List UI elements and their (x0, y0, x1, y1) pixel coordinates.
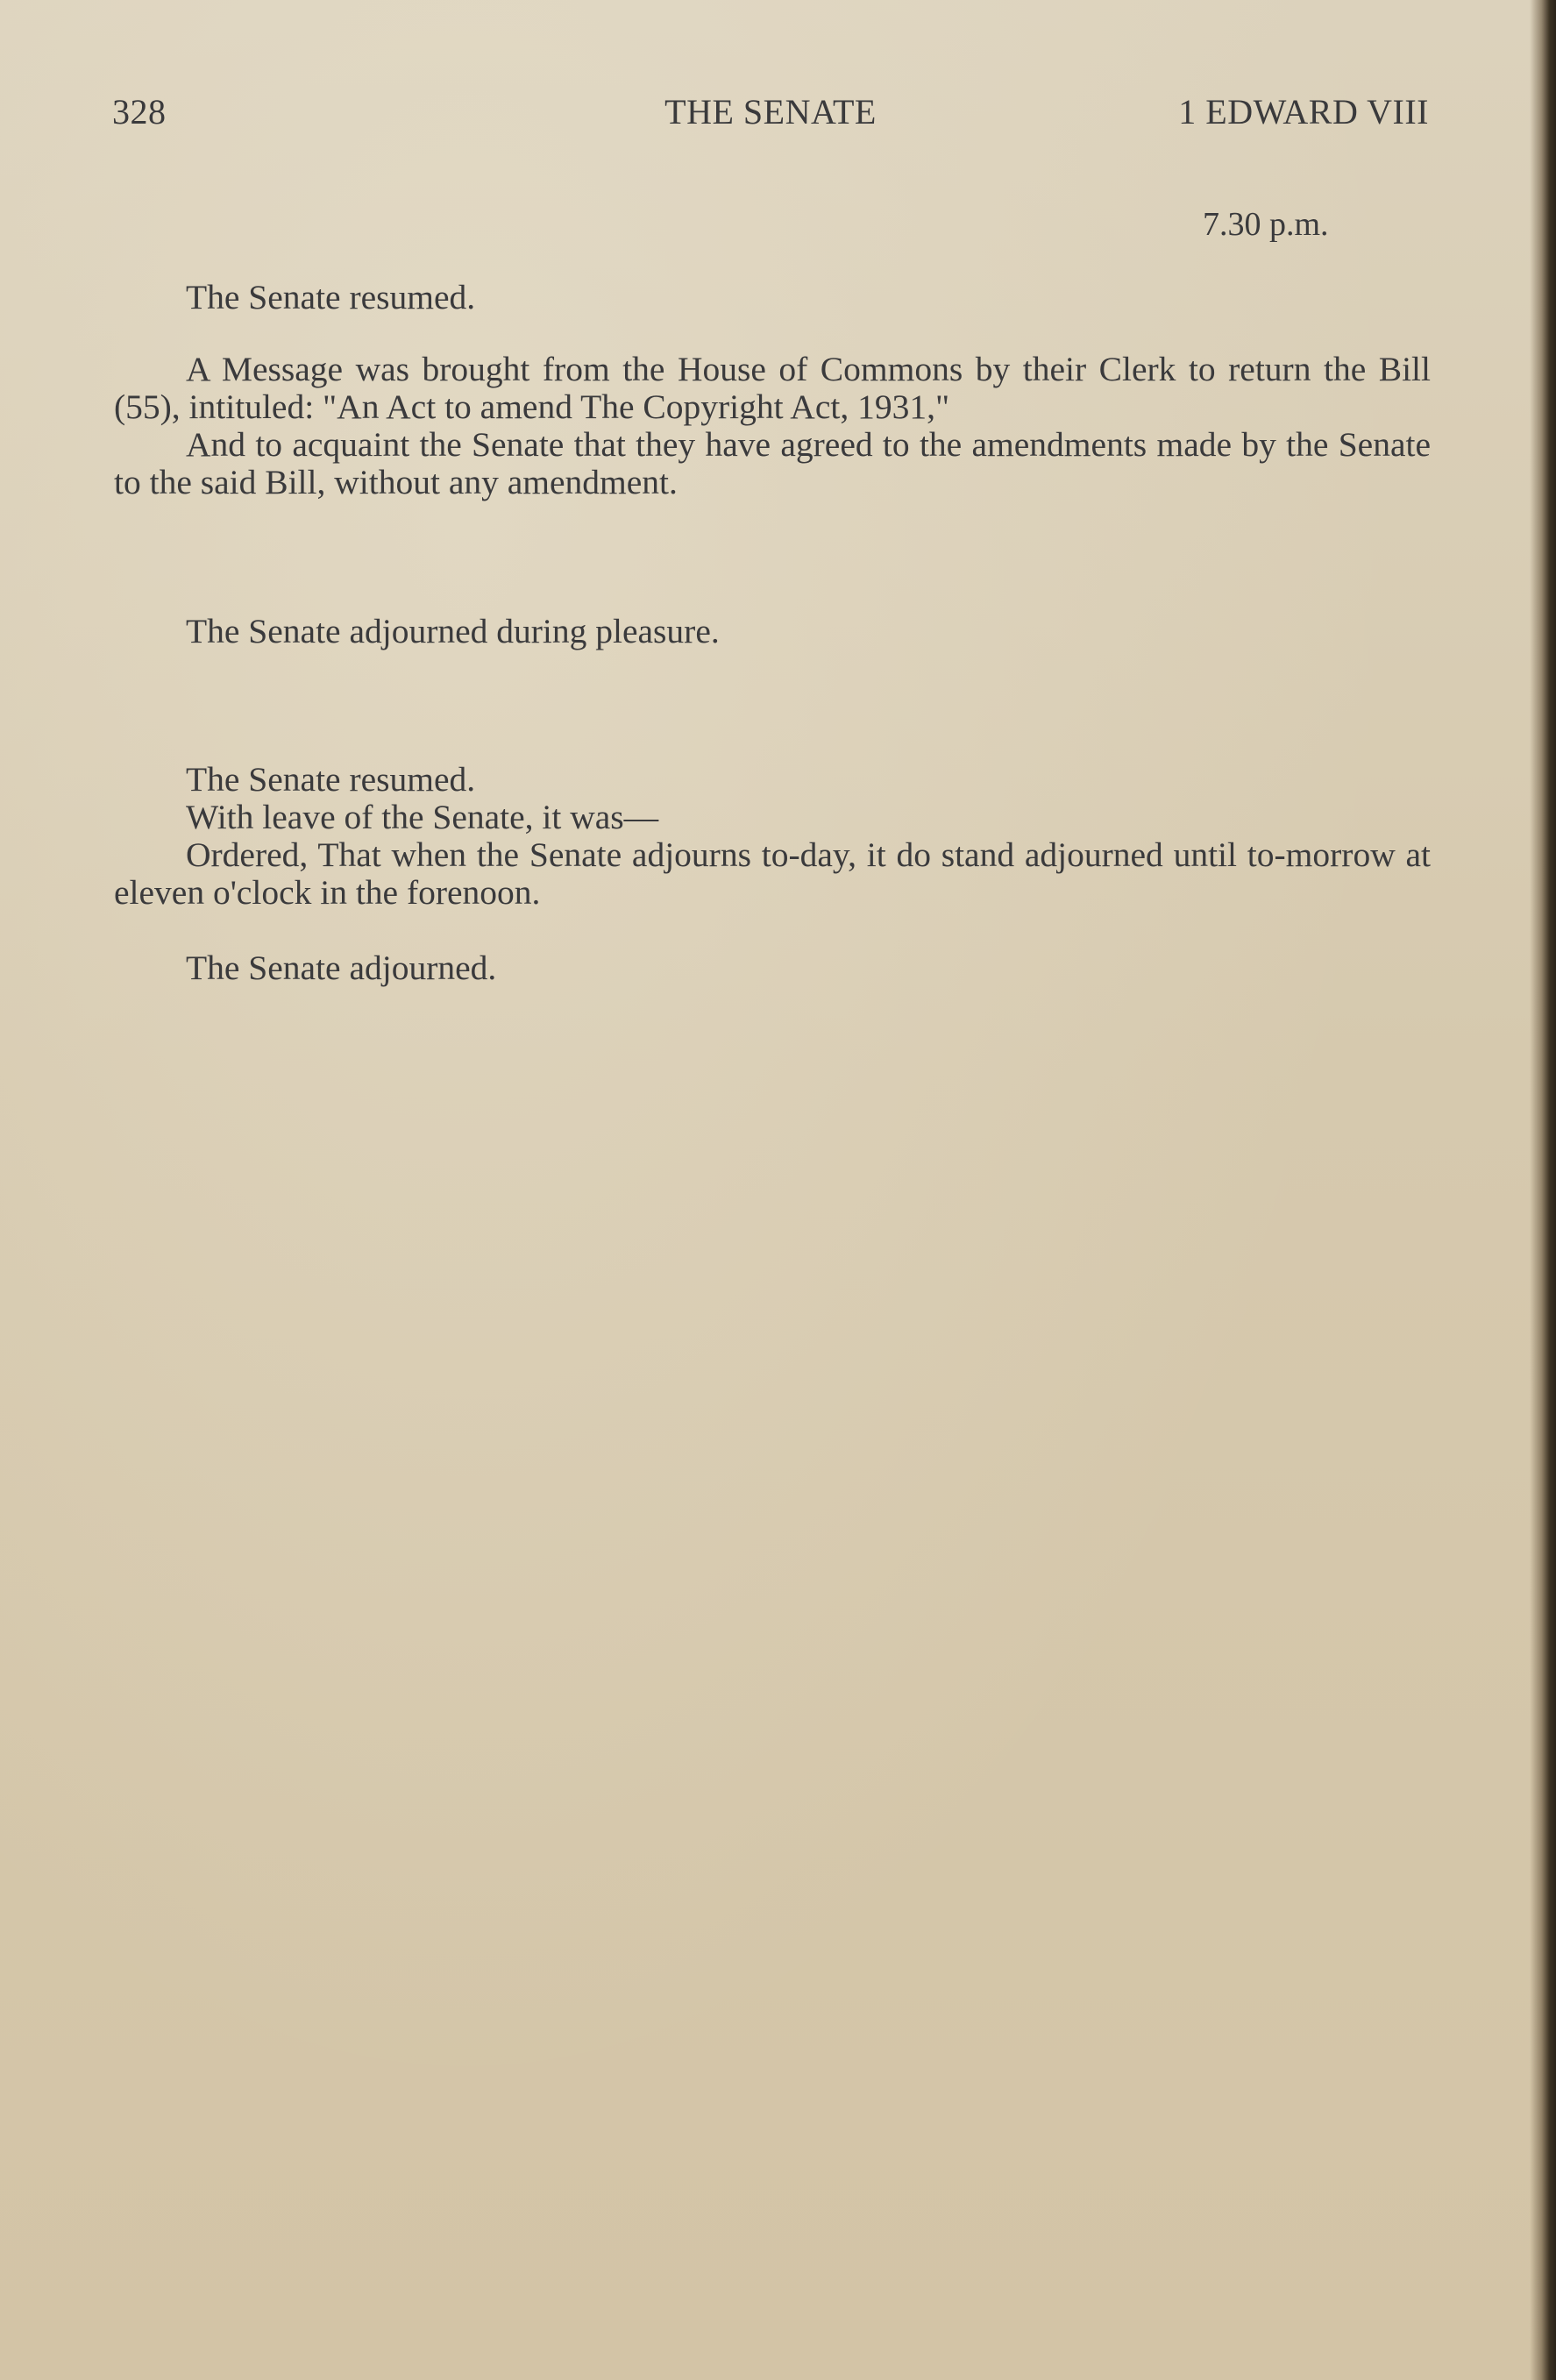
adjourned-during-pleasure: The Senate adjourned during pleasure. (186, 612, 720, 650)
running-head (112, 88, 1429, 137)
senate-adjourned: The Senate adjourned. (186, 948, 497, 987)
message-paragraph-1: A Message was brought from the House of Commons by their Clerk to return the Bill (55), intituled: "An Act to amend The Copyright Act, 1931," (114, 350, 1431, 426)
page-title: THE SENATE (664, 92, 877, 131)
page-binding-edge (1530, 0, 1556, 2380)
commons-message (114, 351, 1431, 501)
leave-line: With leave of the Senate, it was— (186, 798, 659, 836)
regnal-year: 1 EDWARD VIII (1178, 92, 1429, 131)
message-paragraph-2: And to acquaint the Senate that they have agreed to the amendments made by the Senate to the said Bill, without any amendment. (114, 425, 1431, 501)
ordered-paragraph: Ordered, That when the Senate adjourns to-day, it do stand adjourned until to-morrow at eleven o'clock in the forenoon. (114, 835, 1431, 912)
senate-resumed-1: The Senate resumed. (186, 278, 476, 316)
page-number: 328 (112, 92, 167, 131)
sitting-time: 7.30 p.m. (1203, 206, 1329, 243)
leave-order-block (114, 799, 1431, 912)
senate-resumed-2: The Senate resumed. (186, 760, 476, 799)
